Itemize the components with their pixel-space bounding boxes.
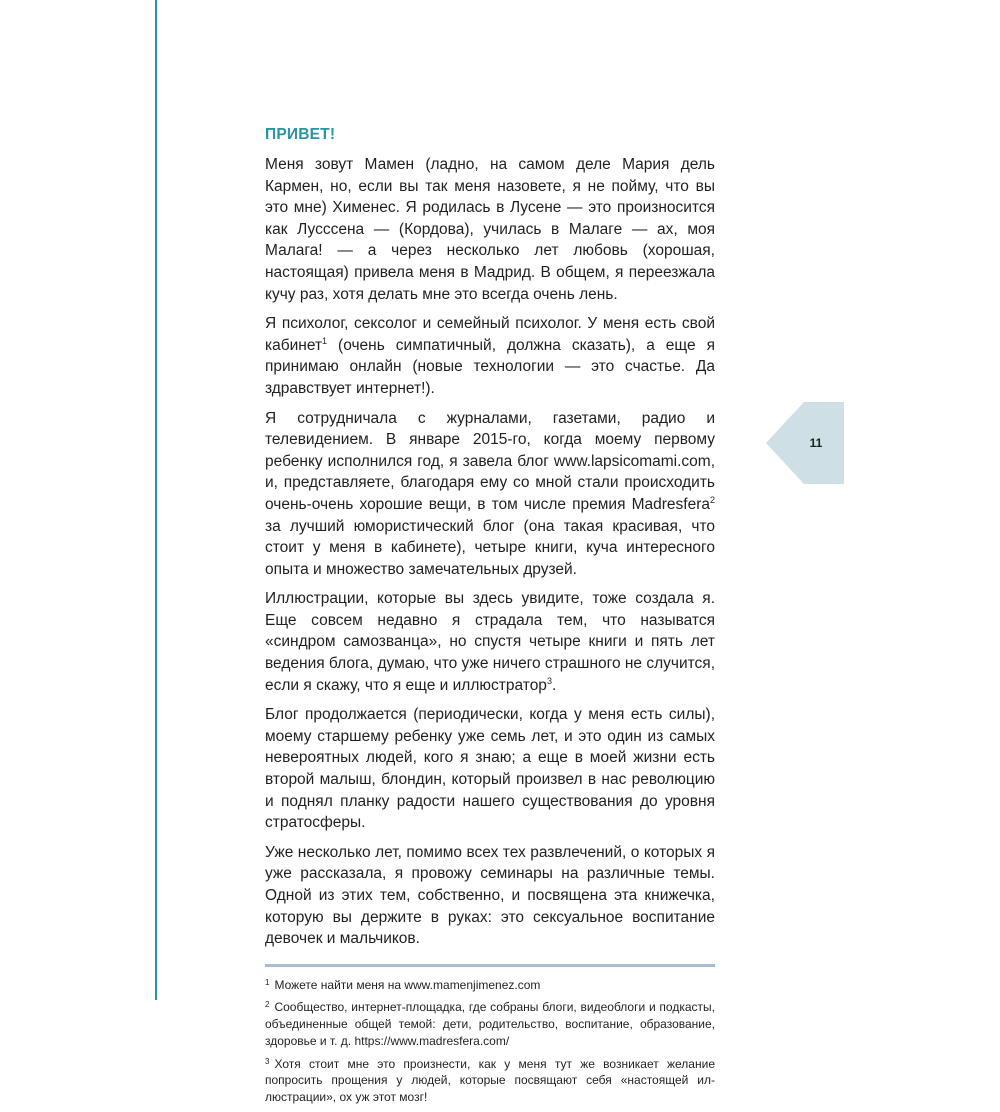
footnote-ref: 2 <box>709 494 715 505</box>
paragraph-text: . <box>551 676 557 694</box>
paragraph <box>265 588 715 696</box>
paragraph: Уже несколько лет, помимо всех тех развлечений, о которых я уже рассказала, я провожу семинары на различные темы. Одной из этих тем, собственно, и посвящена эта книжечка, которую вы держите в руках: это сексуальное воспитание девочек и мальчиков. <box>265 843 715 948</box>
paragraph-text: (очень симпатичный, должна сказать), а еще я принимаю онлайн (новые технологии — это счастье. Да здравствует интернет!). <box>265 336 715 397</box>
paragraph-text: Я сотрудничала с журналами, газетами, радио и телевидением. В январе 2015-го, когда моему первому ребенку исполнился год, я завела блог www.lapsicomami.com, и, представляете, благодаря ему со мной стали происходить очень-очень хорошие вещи, в том числе премия Madresfera <box>265 409 715 513</box>
footnote-text: Сообщество, интернет-площадка, где собраны блоги, видеоблоги и подкасты, объединенные общей темой: дети, родительство, воспитание, образование, здоровье и т. д. https://www.madresfera.com/ <box>265 1000 715 1048</box>
footnote-ref: 1 <box>322 335 328 346</box>
paragraph-text: Иллюстрации, которые вы здесь увидите, тоже создала я. Еще совсем недавно я страдала тем, что называтся «синдром самозванца», но спустя четыре книги и пять лет ведения блога, думаю, что уже ничего страшного не случится, если я скажу, что я еще и иллюстратор <box>265 590 716 694</box>
paragraph <box>265 408 715 581</box>
footnote <box>265 999 715 1049</box>
footnote-mark: 1 <box>265 977 270 987</box>
footnote-mark: 3 <box>265 1056 270 1066</box>
footnote <box>265 977 715 994</box>
paragraph-text: за лучший юмористический блог (она такая красивая, что стоит у меня в кабинете), четыре книги, куча интересного опыта и множество замечательных друзей. <box>265 517 715 578</box>
footnote <box>265 1056 715 1106</box>
footnote-text: Хотя стоит мне это произнести, как у меня тут же возникает желание попросить прощения у людей, которые посвящают себя «настоящей иллюстрации», ох уж этот мозг! <box>265 1056 715 1104</box>
footnote-ref: 3 <box>546 675 552 686</box>
page-number: 11 <box>809 436 823 450</box>
paragraph: Меня зовут Мамен (ладно, на самом деле Мария дель Кармен, но, если вы так меня назовете, я не пойму, что вы это мне) Хименес. Я родилась в Лусене — это произносится как Лусссена — (Кордова), училась в Малаге — ах, моя Малага! — а через несколько лет любовь (хорошая, настоящая) привела меня в Мадрид. В общем, я переезжала кучу раз, хотя делать мне это всегда очень лень. <box>265 156 715 303</box>
page-heading: ПРИВЕТ! <box>265 126 336 143</box>
footnote-text: Можете найти меня на www.mamenjimenez.com <box>274 977 541 992</box>
paragraph: Блог продолжается (периодически, когда у меня есть силы), моему старшему ребенку уже семь лет, и это один из самых невероятных людей, кого я знаю; а еще в моей жизни есть второй малыш, блондин, который произвел в нас революцию и поднял планку радости нашего существования до уровня стратосферы. <box>265 706 715 832</box>
paragraph-text: Я психолог, сексолог и семейный психолог. У меня есть свой кабинет <box>265 315 715 354</box>
page-number-tab <box>766 402 844 484</box>
main-text <box>265 126 715 1112</box>
paragraph <box>265 313 715 399</box>
page-spine-line <box>155 0 157 1000</box>
footnote-mark: 2 <box>265 1000 270 1010</box>
footnote-divider <box>265 964 715 967</box>
